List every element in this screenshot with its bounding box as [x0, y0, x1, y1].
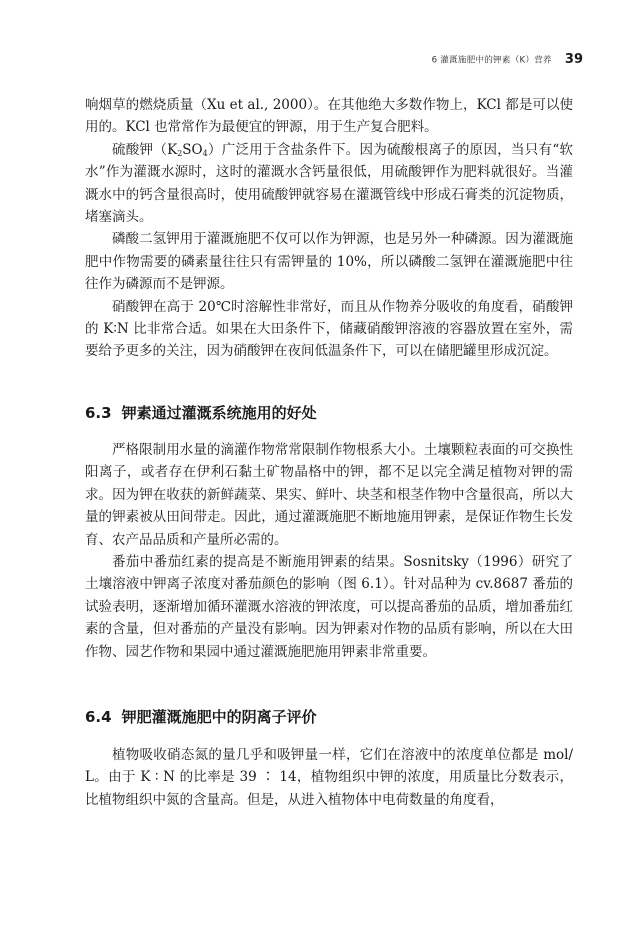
section-6-4-body	[85, 744, 573, 811]
paragraph: 番茄中番茄红素的提高是不断施用钾素的结果。Sosnitsky（1996）研究了土壤溶液中钾离子浓度对番茄颜色的影响（图 6.1）。针对品种为 cv.8687 番茄的试验表明，逐渐增加循环灌溉水溶液的钾浓度，可以提高番茄的品质，增加番茄红素的含量，但对番茄的产量没有影响。因为钾素对作物的品质有影响，所以在大田作物、园艺作物和果园中通过灌溉施肥施用钾素非常重要。	[85, 554, 573, 660]
paragraph: 植物吸收硝态氮的量几乎和吸钾量一样，它们在溶液中的浓度单位都是 mol/ L。由于 K ∶ N 的比率是 39 ∶ 14，植物组织中钾的浓度，用质量比分数表示，比植物组织中氮的含量高。但是，从进入植物体中电荷数量的角度看，	[85, 747, 573, 808]
subscript: 4	[202, 148, 208, 158]
paragraph: 硝酸钾在高于 20℃时溶解性非常好，而且从作物养分吸收的角度看，硝酸钾的 K∶N 比非常合适。如果在大田条件下，储藏硝酸钾溶液的容器放置在室外，需要给予更多的关注，因为硝酸钾在夜间低温条件下，可以在储肥罐里形成沉淀。	[85, 298, 573, 360]
header-chapter-title: 6 灌溉施肥中的钾素（K）营养	[431, 55, 552, 66]
section-6-3-body	[85, 439, 573, 663]
k2so4-suffix: ）广泛用于含盐条件下。因为硫酸根离子的原因，当只有“软水”作为灌溉水源时，这时的灌溉水含钙量很低，用硫酸钾作为肥料就很好。	[85, 141, 573, 181]
paragraph: 磷酸二氢钾用于灌溉施肥不仅可以作为钾源，也是另外一种磷源。因为灌溉施肥中作物需要的磷素量往往只有需钾量的 10%，所以磷酸二氢钾在灌溉施肥中往往作为磷源而不是钾源。	[85, 231, 573, 293]
k2so4-prefix: 硫酸钾（K	[112, 141, 178, 158]
running-header	[85, 49, 583, 65]
k2so4-mid: SO	[182, 141, 203, 158]
section-heading-6-4	[85, 706, 317, 728]
page-number: 39	[564, 52, 583, 67]
paragraph: 响烟草的燃烧质量（Xu et al., 2000）。在其他绝大多数作物上，KCl 都是可以使用的。KCl 也常常作为最便宜的钾源，用于生产复合肥料。	[85, 97, 573, 136]
paragraph-k2so4	[85, 139, 573, 229]
section-intro	[85, 94, 573, 363]
section-number: 6.3	[85, 404, 112, 422]
section-number: 6.4	[85, 708, 112, 726]
subscript: 2	[177, 148, 183, 158]
section-heading-6-3	[85, 402, 317, 424]
section-title: 钾素通过灌溉系统施用的好处	[121, 404, 317, 422]
paragraph: 严格限制用水量的滴灌作物常常限制作物根系大小。土壤颗粒表面的可交换性阳离子，或者存在伊利石黏土矿物晶格中的钾，都不足以完全满足植物对钾的需求。因为钾在收获的新鲜蔬菜、果实、鲜叶、块茎和根茎作物中含量很高，所以大量的钾素被从田间带走。因此，通过灌溉施肥不断地施用钾素，是保证作物生长发育、农产品品质和产量所必需的。	[85, 442, 573, 548]
section-title: 钾肥灌溉施肥中的阴离子评价	[121, 708, 317, 726]
k2so4-continuation: 当灌溉水中的钙含量很高时，使用硫酸钾就容易在灌溉管线中形成石膏类的沉淀物质，堵塞滴头。	[85, 164, 573, 226]
